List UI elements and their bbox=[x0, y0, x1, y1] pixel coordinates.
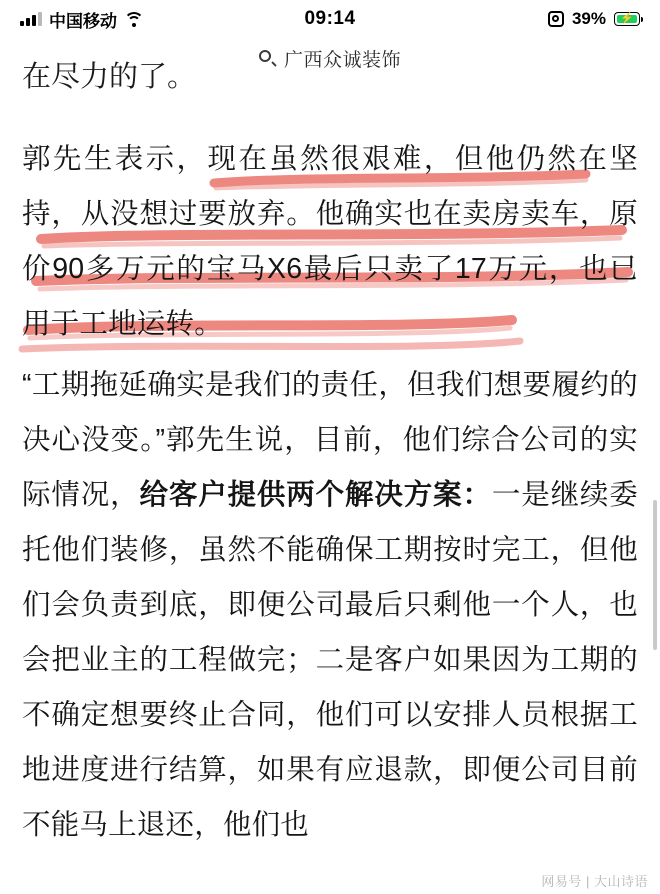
paragraph-2-segment-3: 一是继续委托他们装修，虽然不能确保工期按时完工，但他们会负责到底，即便公司最后只剩他一个人，也会把业主的工程做完；二是客户如果因为工期的不确定想要终止合同，他们可以安排人员根据工地进度进行结算，如果有应退款，即便公司目前不能马上退还，他们也 bbox=[22, 479, 638, 841]
battery-charging-icon: ⚡ bbox=[614, 12, 640, 26]
paragraph-2-segment-bold: 给客户提供两个解决方案： bbox=[139, 479, 492, 511]
status-bar bbox=[0, 0, 660, 38]
watermark-label: 网易号 | 大山诗语 bbox=[541, 874, 648, 889]
paragraph-2-segment-1: “工期拖延确实是我们的责任，但我们想要履约的决心没变。”郭先生说，目前，他们综合公司的实际情况， bbox=[22, 369, 638, 511]
search-input[interactable]: 广西众诚装饰 bbox=[283, 49, 401, 71]
carrier-label: 中国移动 bbox=[49, 11, 117, 31]
paragraph-1: 郭先生表示，现在虽然很艰难，但他仍然在坚持，从没想过要放弃。他确实也在卖房卖车，原价90多万元的宝马X6最后只卖了17万元，也已用于工地运转。 bbox=[22, 143, 638, 340]
article-body bbox=[0, 61, 660, 853]
battery-percent-label: 39% bbox=[571, 9, 606, 28]
vertical-scrollbar[interactable] bbox=[653, 500, 657, 650]
status-bar-clock: 09:14 bbox=[304, 8, 356, 29]
alarm-clock-icon bbox=[548, 11, 564, 27]
status-bar-right bbox=[548, 9, 640, 29]
paragraph-2 bbox=[22, 358, 638, 853]
clipped-top-line-text: 在尽力的了。 bbox=[22, 61, 197, 93]
clipped-top-line bbox=[22, 61, 638, 98]
search-icon bbox=[259, 50, 276, 67]
